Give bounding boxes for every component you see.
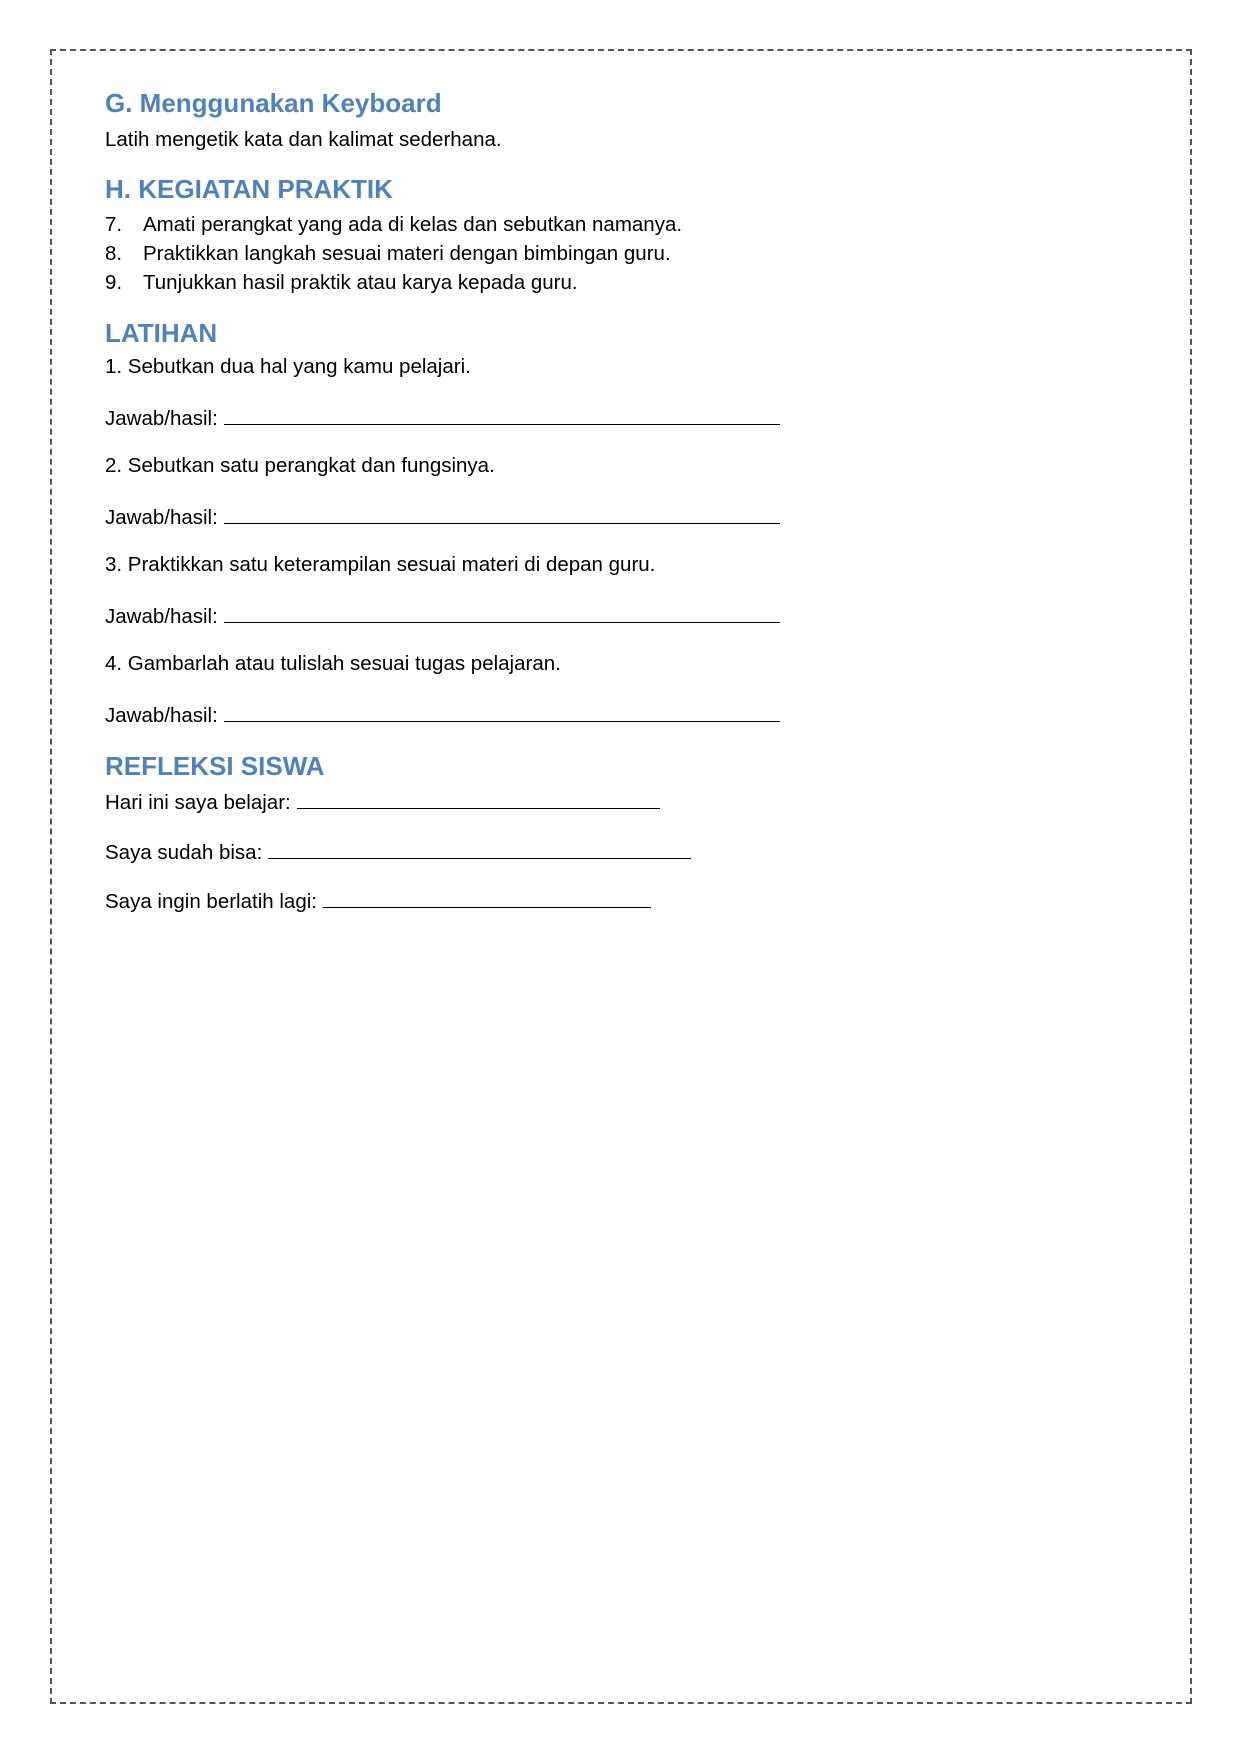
section-h-title: H. KEGIATAN PRAKTIK [105, 174, 393, 204]
answer-line[interactable] [224, 404, 780, 425]
answer-row-1 [105, 404, 780, 432]
list-item [105, 239, 682, 268]
page-border [50, 49, 1192, 1704]
reflection-line[interactable] [297, 788, 660, 809]
reflection-line[interactable] [323, 887, 651, 908]
answer-line[interactable] [224, 602, 780, 623]
answer-label: Jawab/hasil: [105, 704, 218, 727]
list-item-number: 9. [105, 271, 123, 294]
refleksi-title: REFLEKSI SISWA [105, 751, 325, 781]
question-4: 4. Gambarlah atau tulislah sesuai tugas pelajaran. [105, 652, 561, 675]
answer-label: Jawab/hasil: [105, 506, 218, 529]
list-item-number: 8. [105, 242, 123, 265]
answer-line[interactable] [224, 701, 780, 722]
answer-line[interactable] [224, 503, 780, 524]
reflection-prompt: Saya sudah bisa: [105, 841, 263, 864]
reflection-line[interactable] [268, 838, 691, 859]
section-g-text: Latih mengetik kata dan kalimat sederhana. [105, 128, 502, 151]
answer-label: Jawab/hasil: [105, 407, 218, 430]
question-2: 2. Sebutkan satu perangkat dan fungsinya. [105, 454, 495, 477]
reflection-row-1 [105, 788, 660, 816]
question-3: 3. Praktikkan satu keterampilan sesuai materi di depan guru. [105, 553, 656, 576]
list-item-text: Amati perangkat yang ada di kelas dan sebutkan namanya. [143, 213, 683, 236]
list-item-number: 7. [105, 213, 123, 236]
reflection-prompt: Saya ingin berlatih lagi: [105, 890, 317, 913]
list-item [105, 268, 682, 297]
activity-list [105, 210, 682, 297]
reflection-row-3 [105, 887, 651, 915]
list-item-text: Praktikkan langkah sesuai materi dengan bimbingan guru. [143, 242, 671, 265]
reflection-prompt: Hari ini saya belajar: [105, 791, 291, 814]
list-item [105, 210, 682, 239]
section-g-title: G. Menggunakan Keyboard [105, 88, 442, 118]
answer-row-2 [105, 503, 780, 531]
answer-label: Jawab/hasil: [105, 605, 218, 628]
list-item-text: Tunjukkan hasil praktik atau karya kepada guru. [143, 271, 578, 294]
question-1: 1. Sebutkan dua hal yang kamu pelajari. [105, 355, 471, 378]
latihan-title: LATIHAN [105, 318, 218, 348]
reflection-row-2 [105, 838, 691, 866]
answer-row-4 [105, 701, 780, 729]
answer-row-3 [105, 602, 780, 630]
